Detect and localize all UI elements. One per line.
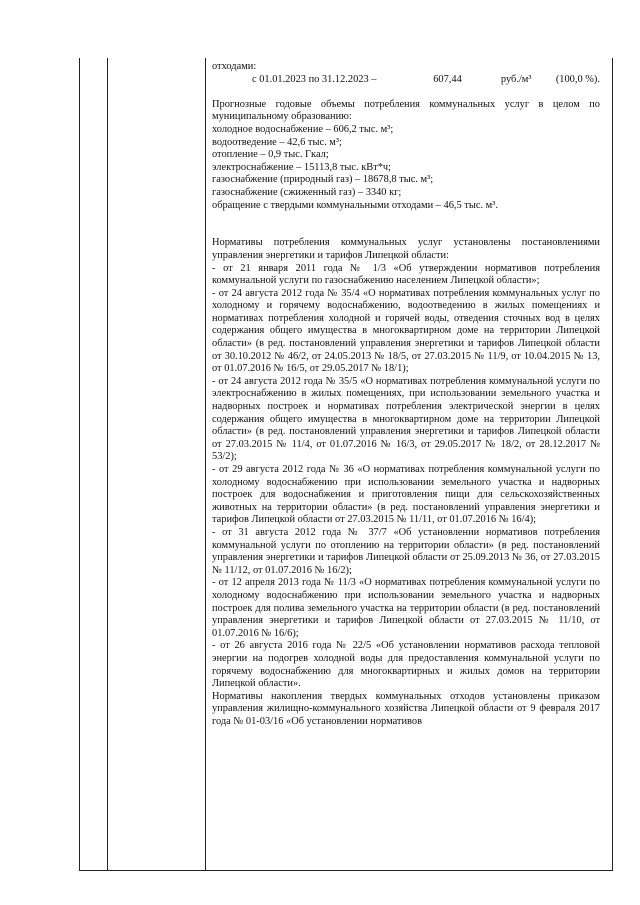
table-border-right — [612, 58, 613, 871]
norms-item: - от 24 августа 2012 года № 35/4 «О нормативах потребления коммунальных услуг по холодному и горячему водоснабжению, водоотведению в жилых помещениях и нормативах потребления холодной и горячей воды, отведения сточных вод в целях содержания общего имущества в многоквартирном доме на территории Липецкой области» (в ред. постановлений управления энергетики и тарифов Липецкой области от 30.10.2012 № 46/2, от 24.05.2013 № 18/5, от 27.03.2015 № 11/9, от 10.04.2015 № 13, от 01.07.2016 № 16/5, от 29.05.2017 № 18/1); — [212, 287, 600, 375]
norms-item: - от 24 августа 2012 года № 35/5 «О нормативах потребления коммунальной услуги по электроснабжению в жилых помещениях, при использовании земельного участка и надворных построек и нормативах потребления электрической энергии в целях содержания общего имущества в многоквартирном доме на территории Липецкой области» (в ред. постановлений управления энергетики и тарифов Липецкой области от 27.03.2015 № 11/4, от 01.07.2016 № 16/3, от 29.05.2017 № 18/2, от 28.12.2017 № 53/2); — [212, 375, 600, 463]
tariff-percent: (100,0 %). — [555, 73, 600, 85]
tariff-row — [212, 74, 600, 87]
table-border-bottom — [79, 870, 613, 871]
norms-item: - от 12 апреля 2013 года № 11/3 «О нормативах потребления коммунальной услуги по холодному водоснабжению при использовании земельного участка и надворных построек для полива земельного участка на территории области (в ред. постановлений управления энергетики и тарифов Липецкой области от 27.03.2015 № 11/10, от 01.07.2016 № 16/6); — [212, 577, 600, 639]
table-border-col-2 — [205, 58, 206, 871]
table-border-col-1 — [107, 58, 108, 871]
forecast-item: водоотведение – 42,6 тыс. м³; — [212, 136, 342, 148]
forecast-intro: Прогнозные годовые объемы потребления коммунальных услуг в целом по муниципальному образованию: — [212, 98, 600, 123]
norms-item: - от 21 января 2011 года № 1/3 «Об утверждении нормативов потребления коммунальной услуги по газоснабжению населением Липецкой области»; — [212, 262, 600, 287]
table-border-left — [79, 58, 80, 871]
forecast-item: отопление – 0,9 тыс. Гкал; — [212, 149, 329, 161]
norms-item: - от 26 августа 2016 года № 22/5 «Об установлении нормативов расхода тепловой энергии на подогрев холодной воды для предоставления коммунальной услуги по горячему водоснабжению для многоквартирных и жилых домов на территории Липецкой области». — [212, 640, 600, 690]
norms-item: - от 31 августа 2012 года № 37/7 «Об установлении нормативов потребления коммунальной услуги по отоплению на территории области» (в ред. постановлений управления энергетики и тарифов Липецкой области от 25.09.2013 № 36, от 27.03.2015 № 11/12, от 01.07.2016 № 16/2); — [212, 526, 600, 576]
top-fragment: отходами: — [212, 61, 257, 72]
tariff-unit: руб./м³ — [500, 73, 532, 85]
forecast-item: газоснабжение (сжиженный газ) – 3340 кг; — [212, 186, 402, 198]
forecast-item: холодное водоснабжение – 606,2 тыс. м³; — [212, 123, 394, 135]
forecast-item: обращение с твердыми коммунальными отходами – 46,5 тыс. м³. — [212, 199, 498, 211]
tariff-period: с 01.01.2023 по 31.12.2023 – — [252, 73, 377, 85]
norms-intro: Нормативы потребления коммунальных услуг установлены постановлениями управления энергетики и тарифов Липецкой области: — [212, 237, 600, 261]
table-cell-content — [212, 61, 600, 728]
norms-item: - от 29 августа 2012 года № 36 «О нормативах потребления коммунальной услуги по холодному водоснабжению при использовании земельного участка и надворных построек для водоснабжения и приготовления пищи для сельскохозяйственных животных на территории области» (в ред. постановлений управления энергетики и тарифов Липецкой области от 27.03.2015 № 11/11, от 01.07.2016 № 16/4); — [212, 464, 600, 526]
waste-paragraph: Нормативы накопления твердых коммунальных отходов установлены приказом управления жилищно-коммунального хозяйства Липецкой области от 9 февраля 2017 года № 01-03/16 «Об установлении нормативов — [212, 690, 600, 727]
forecast-item: газоснабжение (природный газ) – 18678,8 тыс. м³; — [212, 174, 434, 186]
tariff-value: 607,44 — [433, 73, 462, 85]
forecast-item: электроснабжение – 15113,8 тыс. кВт*ч; — [212, 161, 392, 173]
